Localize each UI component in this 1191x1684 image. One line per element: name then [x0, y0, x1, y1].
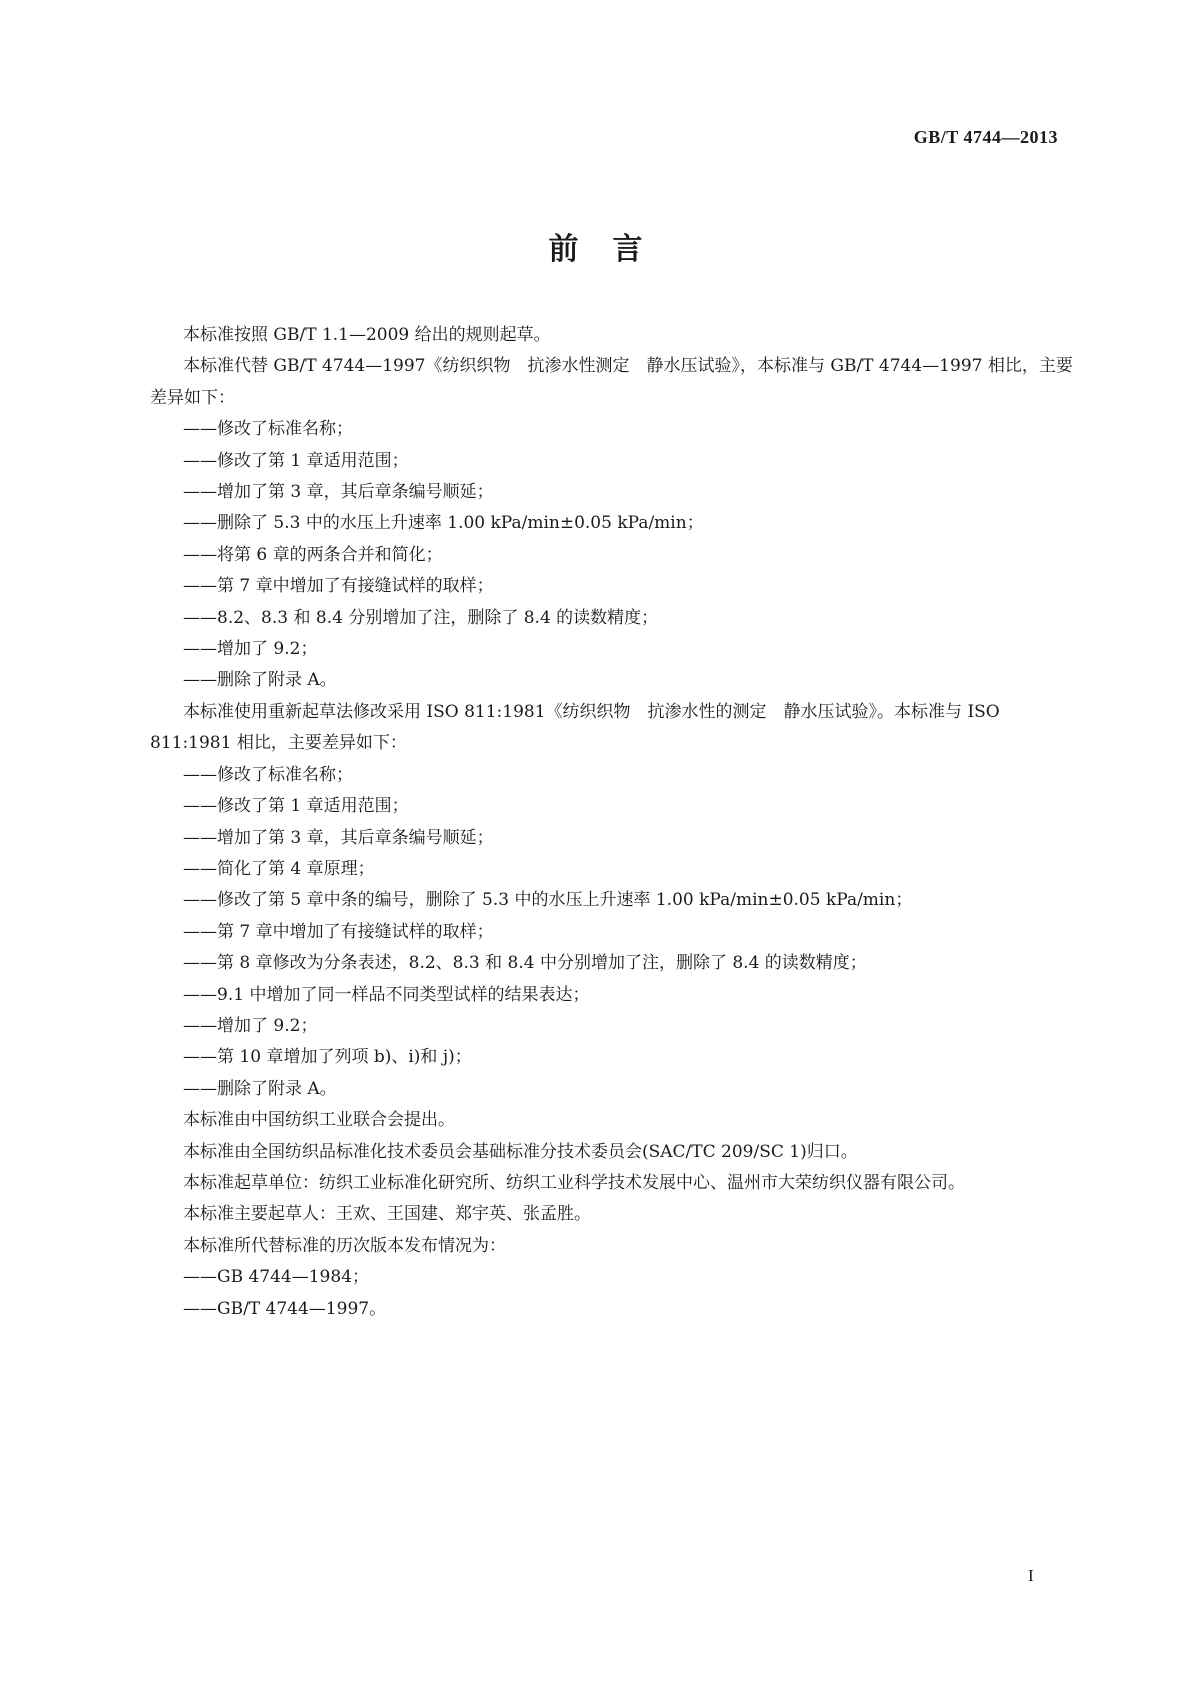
paragraph: ——将第 6 章的两条合并和简化； — [183, 544, 443, 565]
page-number: I — [1028, 1566, 1034, 1585]
paragraph: 本标准起草单位：纺织工业标准化研究所、纺织工业科学技术发展中心、温州市大荣纺织仪器有限公司。 — [183, 1172, 965, 1193]
paragraph: 本标准代替 GB/T 4744—1997《纺织织物 抗渗水性测定 静水压试验》，本标准与 GB/T 4744—1997 相比，主要差异如下： — [150, 356, 1073, 408]
paragraph: 本标准使用重新起草法修改采用 ISO 811:1981《纺织织物 抗渗水性的测定 静水压试验》。本标准与 ISO 811:1981 相比，主要差异如下： — [150, 701, 1000, 754]
paragraph: 本标准所代替标准的历次版本发布情况为： — [183, 1235, 506, 1256]
paragraph: ——修改了标准名称； — [183, 419, 353, 440]
paragraph: ——删除了附录 A。 — [183, 670, 337, 691]
paragraph: ——增加了 9.2； — [183, 639, 318, 660]
paragraph: ——第 8 章修改为分条表述，8.2、8.3 和 8.4 中分别增加了注，删除了 8.4 的读数精度； — [183, 953, 867, 974]
paragraph: 本标准由中国纺织工业联合会提出。 — [183, 1110, 455, 1131]
paragraph: ——删除了 5.3 中的水压上升速率 1.00 kPa/min±0.05 kPa/min； — [183, 513, 704, 534]
paragraph: ——增加了第 3 章，其后章条编号顺延； — [183, 482, 494, 503]
paragraph: ——删除了附录 A。 — [183, 1078, 337, 1099]
paragraph: ——修改了第 5 章中条的编号，删除了 5.3 中的水压上升速率 1.00 kPa/min±0.05 kPa/min； — [183, 890, 913, 911]
paragraph: ——增加了 9.2； — [183, 1015, 318, 1036]
paragraph: ——增加了第 3 章，其后章条编号顺延； — [183, 827, 494, 848]
paragraph: ——修改了标准名称； — [183, 764, 353, 785]
paragraph: 本标准主要起草人：王欢、王国建、郑宇英、张孟胜。 — [183, 1204, 591, 1225]
page-title: 前言 — [548, 232, 677, 267]
paragraph: ——第 7 章中增加了有接缝试样的取样； — [183, 576, 494, 597]
paragraph: ——简化了第 4 章原理； — [183, 858, 375, 879]
paragraph: ——修改了第 1 章适用范围； — [183, 450, 409, 471]
paragraph: ——GB/T 4744—1997。 — [183, 1298, 387, 1319]
standard-code: GB/T 4744—2013 — [913, 127, 1058, 147]
paragraph: ——第 7 章中增加了有接缝试样的取样； — [183, 921, 494, 942]
paragraph: ——9.1 中增加了同一样品不同类型试样的结果表达； — [183, 984, 590, 1005]
paragraph: 本标准按照 GB/T 1.1—2009 给出的规则起草。 — [183, 325, 551, 345]
paragraph: ——修改了第 1 章适用范围； — [183, 796, 409, 817]
paragraph: ——第 10 章增加了列项 b)、i)和 j)； — [183, 1047, 472, 1068]
document-body — [150, 320, 1075, 1325]
paragraph: ——GB 4744—1984； — [183, 1267, 370, 1288]
paragraph: 本标准由全国纺织品标准化技术委员会基础标准分技术委员会(SAC/TC 209/SC 1)归口。 — [183, 1141, 858, 1162]
paragraph: ——8.2、8.3 和 8.4 分别增加了注，删除了 8.4 的读数精度； — [183, 607, 659, 628]
